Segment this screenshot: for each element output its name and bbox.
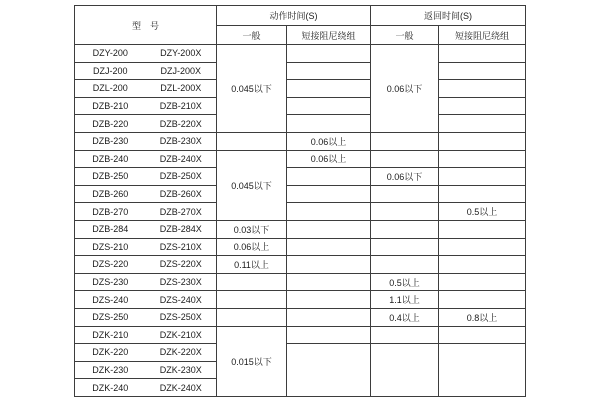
table-row bbox=[75, 132, 526, 150]
action-general-cell: 0.045以下 bbox=[217, 150, 287, 220]
action-short-damping-cell bbox=[287, 308, 371, 326]
relay-spec-table bbox=[74, 5, 526, 397]
model-label: DZS-250X bbox=[159, 312, 202, 323]
model-label: DZB-250X bbox=[159, 171, 202, 182]
return-short-damping-cell bbox=[439, 238, 526, 256]
model-pair bbox=[75, 171, 216, 181]
model-pair bbox=[75, 119, 216, 129]
action-general-cell bbox=[217, 273, 287, 291]
action-general-cell: 0.03以下 bbox=[217, 220, 287, 238]
return-short-damping-cell bbox=[439, 185, 526, 203]
model-label: DZB-284X bbox=[159, 224, 202, 235]
return-general-cell bbox=[371, 326, 439, 344]
model-label: DZK-220X bbox=[159, 347, 202, 358]
table-row bbox=[75, 291, 526, 309]
model-pair bbox=[75, 101, 216, 111]
return-short-damping-cell bbox=[439, 150, 526, 168]
table-row bbox=[75, 256, 526, 274]
return-short-damping-cell bbox=[439, 344, 526, 397]
model-cell bbox=[75, 185, 217, 203]
model-cell bbox=[75, 132, 217, 150]
return-general-cell bbox=[371, 132, 439, 150]
table-row bbox=[75, 62, 526, 80]
return-general-cell: 0.5以上 bbox=[371, 273, 439, 291]
model-cell bbox=[75, 80, 217, 98]
action-short-damping-cell bbox=[287, 97, 371, 115]
model-label: DZK-240X bbox=[159, 382, 202, 393]
model-label: DZS-240X bbox=[159, 294, 202, 305]
model-label: DZK-230 bbox=[92, 364, 129, 375]
model-cell bbox=[75, 45, 217, 63]
model-label: DZB-230X bbox=[159, 136, 202, 147]
action-short-damping-cell bbox=[287, 203, 371, 221]
model-label: DZB-260 bbox=[92, 189, 129, 200]
model-label: DZS-250 bbox=[92, 312, 129, 323]
table-row bbox=[75, 220, 526, 238]
return-short-damping-cell bbox=[439, 80, 526, 98]
model-cell bbox=[75, 273, 217, 291]
table-row bbox=[75, 45, 526, 63]
return-general-cell: 1.1以上 bbox=[371, 291, 439, 309]
model-label: DZB-230 bbox=[92, 136, 129, 147]
action-short-damping-cell bbox=[287, 326, 371, 344]
model-label: DZK-240 bbox=[92, 382, 129, 393]
header-return-general: 一般 bbox=[371, 26, 439, 45]
model-cell bbox=[75, 168, 217, 186]
model-label: DZB-270X bbox=[159, 206, 202, 217]
return-short-damping-cell bbox=[439, 45, 526, 63]
model-cell bbox=[75, 326, 217, 344]
action-short-damping-cell bbox=[287, 256, 371, 274]
model-pair bbox=[75, 277, 216, 287]
return-short-damping-cell bbox=[439, 326, 526, 344]
model-label: DZK-230X bbox=[159, 364, 202, 375]
model-cell bbox=[75, 291, 217, 309]
model-label: DZL-200 bbox=[92, 83, 128, 94]
action-short-damping-cell bbox=[287, 238, 371, 256]
table-row bbox=[75, 80, 526, 98]
model-cell bbox=[75, 379, 217, 397]
model-label: DZK-210 bbox=[92, 329, 129, 340]
model-label: DZB-210 bbox=[92, 101, 129, 112]
action-general-cell bbox=[217, 132, 287, 150]
return-short-damping-cell: 0.8以上 bbox=[439, 308, 526, 326]
table-row bbox=[75, 150, 526, 168]
table-body bbox=[75, 45, 526, 397]
model-label: DZY-200 bbox=[92, 48, 128, 59]
header-action-general: 一般 bbox=[217, 26, 287, 45]
header-row-groups bbox=[75, 6, 526, 26]
model-pair bbox=[75, 330, 216, 340]
action-general-cell: 0.015以下 bbox=[217, 326, 287, 396]
action-short-damping-cell bbox=[287, 80, 371, 98]
model-label: DZS-220X bbox=[159, 259, 202, 270]
model-pair bbox=[75, 83, 216, 93]
model-pair bbox=[75, 383, 216, 393]
return-general-cell bbox=[371, 150, 439, 168]
model-cell bbox=[75, 62, 217, 80]
model-label: DZB-284 bbox=[92, 224, 129, 235]
model-label: DZK-210X bbox=[159, 329, 202, 340]
action-short-damping-cell bbox=[287, 291, 371, 309]
model-label: DZY-200X bbox=[160, 48, 202, 59]
return-short-damping-cell bbox=[439, 291, 526, 309]
action-short-damping-cell bbox=[287, 220, 371, 238]
return-general-cell: 0.06以下 bbox=[371, 45, 439, 133]
model-label: DZB-240X bbox=[159, 153, 202, 164]
model-pair bbox=[75, 365, 216, 375]
return-short-damping-cell: 0.5以上 bbox=[439, 203, 526, 221]
model-pair bbox=[75, 224, 216, 234]
model-label: DZB-210X bbox=[159, 101, 202, 112]
model-pair bbox=[75, 242, 216, 252]
header-return-time: 返回时间(S) bbox=[371, 6, 526, 26]
model-pair bbox=[75, 295, 216, 305]
return-short-damping-cell bbox=[439, 168, 526, 186]
action-general-cell: 0.06以上 bbox=[217, 238, 287, 256]
model-label: DZB-250 bbox=[92, 171, 129, 182]
action-general-cell bbox=[217, 308, 287, 326]
model-pair bbox=[75, 189, 216, 199]
action-short-damping-cell bbox=[287, 62, 371, 80]
model-cell bbox=[75, 344, 217, 362]
header-action-short-damping: 短接阻尼绕组 bbox=[287, 26, 371, 45]
action-short-damping-cell bbox=[287, 45, 371, 63]
table-row bbox=[75, 326, 526, 344]
return-general-cell bbox=[371, 256, 439, 274]
table-row bbox=[75, 273, 526, 291]
action-short-damping-cell bbox=[287, 185, 371, 203]
return-short-damping-cell bbox=[439, 62, 526, 80]
model-pair bbox=[75, 48, 216, 58]
model-label: DZK-220 bbox=[92, 347, 129, 358]
model-cell bbox=[75, 150, 217, 168]
table-row bbox=[75, 203, 526, 221]
spec-table-container bbox=[74, 5, 526, 397]
table-row bbox=[75, 238, 526, 256]
table-row bbox=[75, 115, 526, 133]
return-short-damping-cell bbox=[439, 97, 526, 115]
table-row bbox=[75, 168, 526, 186]
action-short-damping-cell: 0.06以上 bbox=[287, 150, 371, 168]
model-pair bbox=[75, 136, 216, 146]
header-action-time: 动作时间(S) bbox=[217, 6, 371, 26]
model-pair bbox=[75, 259, 216, 269]
return-general-cell bbox=[371, 185, 439, 203]
action-short-damping-cell bbox=[287, 344, 371, 397]
return-general-cell: 0.4以上 bbox=[371, 308, 439, 326]
model-label: DZJ-200X bbox=[160, 65, 201, 76]
model-label: DZB-240 bbox=[92, 153, 129, 164]
model-cell bbox=[75, 220, 217, 238]
action-general-cell: 0.11以上 bbox=[217, 256, 287, 274]
model-label: DZS-220 bbox=[92, 259, 129, 270]
action-short-damping-cell: 0.06以上 bbox=[287, 132, 371, 150]
return-general-cell bbox=[371, 238, 439, 256]
model-label: DZS-230X bbox=[159, 277, 202, 288]
table-header bbox=[75, 6, 526, 45]
model-pair bbox=[75, 154, 216, 164]
model-pair bbox=[75, 312, 216, 322]
return-general-cell: 0.06以下 bbox=[371, 168, 439, 186]
return-short-damping-cell bbox=[439, 115, 526, 133]
model-cell bbox=[75, 203, 217, 221]
return-short-damping-cell bbox=[439, 220, 526, 238]
model-pair bbox=[75, 207, 216, 217]
return-general-cell bbox=[371, 344, 439, 397]
action-short-damping-cell bbox=[287, 273, 371, 291]
return-general-cell bbox=[371, 203, 439, 221]
model-cell bbox=[75, 256, 217, 274]
model-label: DZS-230 bbox=[92, 277, 129, 288]
model-cell bbox=[75, 115, 217, 133]
return-general-cell bbox=[371, 220, 439, 238]
return-short-damping-cell bbox=[439, 273, 526, 291]
table-row bbox=[75, 308, 526, 326]
model-label: DZS-240 bbox=[92, 294, 129, 305]
action-general-cell bbox=[217, 291, 287, 309]
header-model: 型 号 bbox=[75, 6, 217, 45]
return-short-damping-cell bbox=[439, 256, 526, 274]
action-general-cell: 0.045以下 bbox=[217, 45, 287, 133]
model-label: DZB-220X bbox=[159, 118, 202, 129]
model-label: DZS-210 bbox=[92, 241, 129, 252]
table-row bbox=[75, 344, 526, 362]
model-label: DZB-270 bbox=[92, 206, 129, 217]
model-label: DZJ-200 bbox=[92, 65, 128, 76]
model-cell bbox=[75, 238, 217, 256]
model-cell bbox=[75, 361, 217, 379]
model-label: DZB-260X bbox=[159, 189, 202, 200]
return-short-damping-cell bbox=[439, 132, 526, 150]
table-row bbox=[75, 97, 526, 115]
header-return-short-damping: 短接阻尼绕组 bbox=[439, 26, 526, 45]
model-cell bbox=[75, 308, 217, 326]
model-label: DZL-200X bbox=[160, 83, 202, 94]
table-row bbox=[75, 185, 526, 203]
action-short-damping-cell bbox=[287, 115, 371, 133]
model-label: DZB-220 bbox=[92, 118, 129, 129]
model-label: DZS-210X bbox=[159, 241, 202, 252]
model-pair bbox=[75, 66, 216, 76]
action-short-damping-cell bbox=[287, 168, 371, 186]
model-cell bbox=[75, 97, 217, 115]
model-pair bbox=[75, 347, 216, 357]
